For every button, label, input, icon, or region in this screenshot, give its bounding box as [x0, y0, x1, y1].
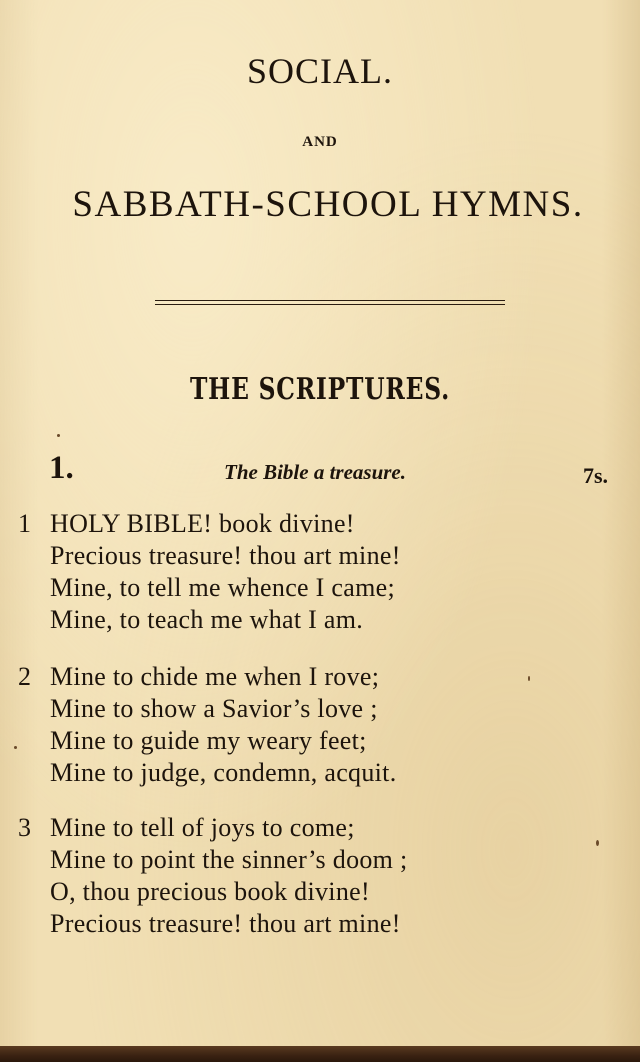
verse-line	[18, 693, 628, 725]
verse-text: Mine, to teach me what I am.	[50, 605, 364, 634]
verse-text: Mine to show a Savior’s love ;	[50, 694, 378, 723]
verse-line	[18, 661, 628, 693]
verse-text: HOLY BIBLE! book divine!	[50, 509, 355, 538]
verse-line	[18, 604, 628, 636]
verse-line	[18, 812, 628, 844]
verse-line	[18, 572, 628, 604]
verse-1	[18, 508, 628, 636]
title-conjunction: AND	[302, 134, 338, 150]
verse-line	[18, 876, 628, 908]
verse-3	[18, 812, 628, 940]
verse-line	[18, 757, 628, 789]
verse-line	[18, 540, 628, 572]
title-sabbath-school-hymns: SABBATH-SCHOOL HYMNS.	[72, 184, 584, 225]
paper-speck	[57, 434, 60, 437]
paper-speck	[14, 746, 17, 749]
verse-number: 1	[18, 509, 32, 538]
page-edge	[0, 1046, 640, 1062]
verse-2	[18, 661, 628, 789]
verse-number: 2	[18, 662, 32, 691]
paper-speck	[596, 840, 599, 846]
verse-text: Mine to guide my weary feet;	[50, 726, 367, 755]
verse-text: Precious treasure! thou art mine!	[50, 541, 401, 570]
paper-speck	[528, 676, 530, 681]
hymn-number: 1.	[49, 450, 74, 486]
verse-line	[18, 908, 628, 940]
verse-text: Mine to chide me when I rove;	[50, 662, 380, 691]
verse-line	[18, 844, 628, 876]
verse-text: Mine to point the sinner’s doom ;	[50, 845, 408, 874]
verse-text: Mine to judge, condemn, acquit.	[50, 758, 397, 787]
verse-line	[18, 725, 628, 757]
verse-text: Mine, to tell me whence I came;	[50, 573, 396, 602]
divider-rule-secondary	[155, 304, 505, 305]
hymn-meter: 7s.	[583, 463, 609, 488]
section-title: THE SCRIPTURES.	[189, 372, 451, 407]
verse-text: Mine to tell of joys to come;	[50, 813, 355, 842]
title-social: SOCIAL.	[246, 51, 393, 91]
verse-text: Precious treasure! thou art mine!	[50, 909, 401, 938]
verse-line	[18, 508, 628, 540]
divider-rule	[155, 300, 505, 301]
hymn-subtitle: The Bible a treasure.	[224, 460, 406, 484]
verse-number: 3	[18, 813, 32, 842]
verse-text: O, thou precious book divine!	[50, 877, 370, 906]
